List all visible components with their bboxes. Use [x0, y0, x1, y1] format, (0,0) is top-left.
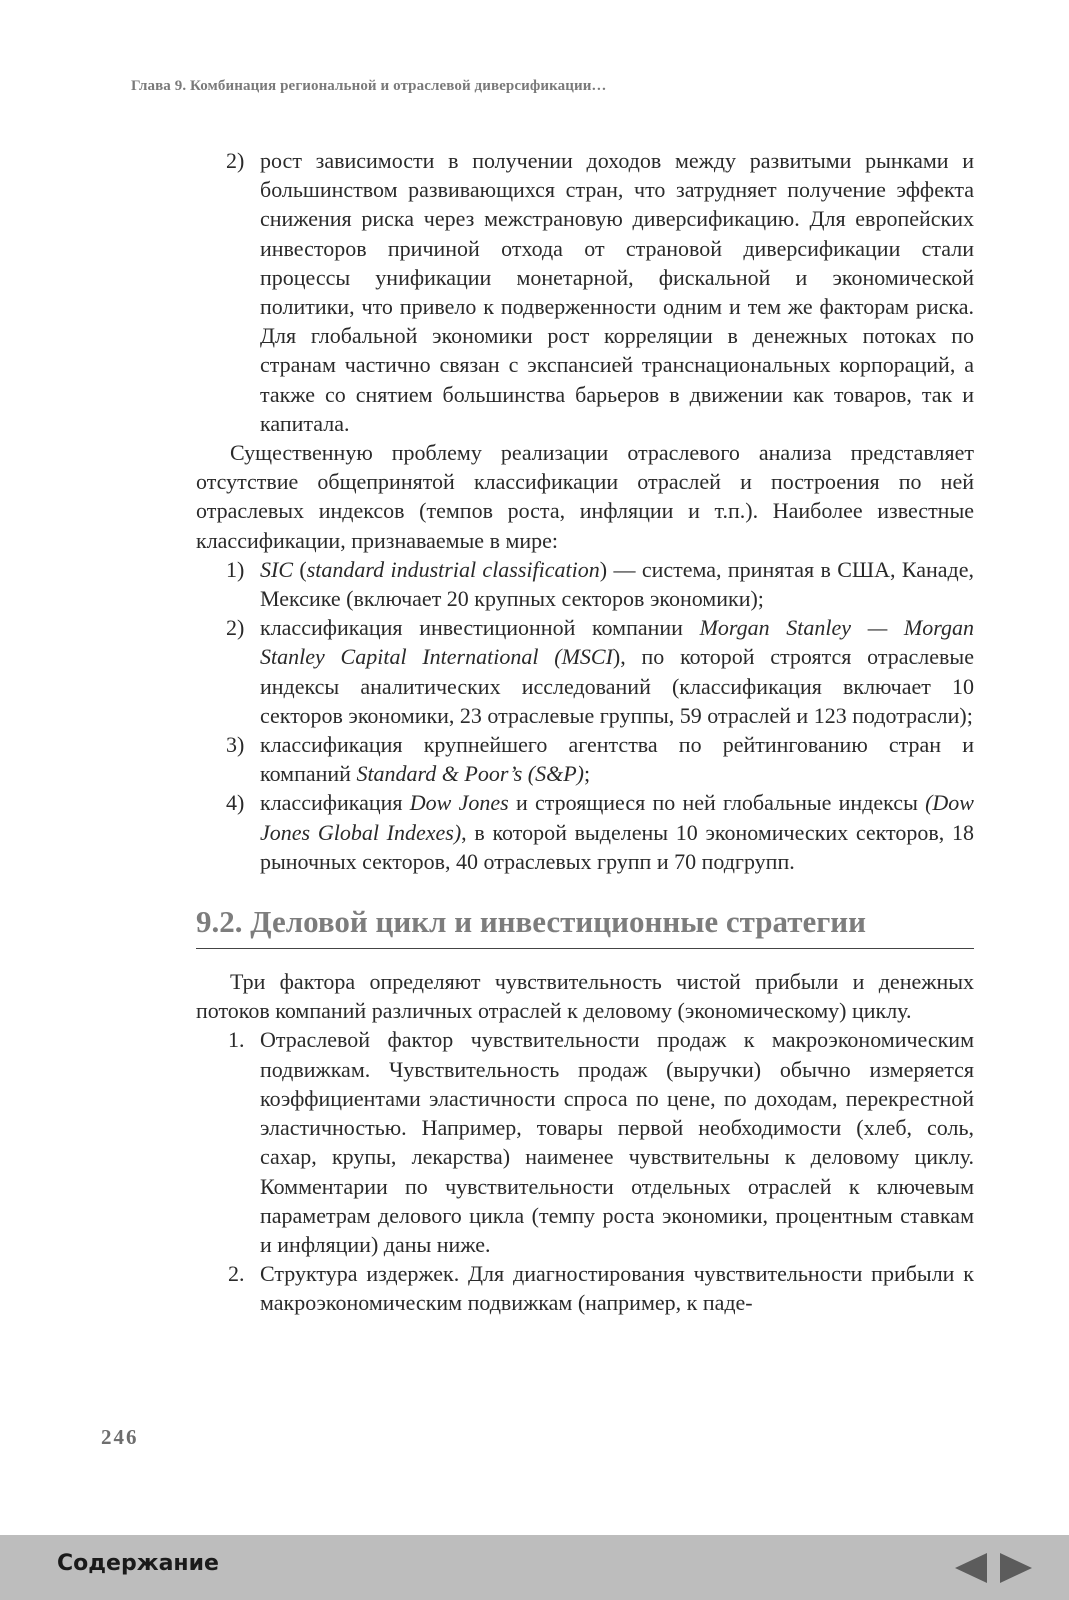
paragraph: Три фактора определяют чувствительность чистой прибыли и денежных потоков компаний различных отраслей к деловому (экономическому) циклу.: [196, 969, 974, 1024]
list-text: ;: [583, 761, 591, 787]
italic-term: (Dow Jones Global Indexes): [260, 790, 974, 845]
italic-term: Morgan Stanley — Morgan Stanley Capital International (MSCI: [260, 615, 974, 670]
list-number: 1): [226, 556, 245, 582]
list-text: классификация: [260, 790, 410, 816]
list-text: Отраслевой фактор чувствительности продаж к макроэкономическим подвижкам. Чувствительность продаж (выручки) обычно измеряется коэффициентами эластичности спроса по цене, по доходам, перекрестной эластичностью. Например, товары первой необходимости (хлеб, соль, сахар, крупы, лекарства) наименее чувствительны к деловому циклу. Комментарии по чувствительности отдельных отраслей к ключевым параметрам делового цикла (темпу роста экономики, процентным ставкам и инфляции) даны ниже.: [260, 1027, 974, 1257]
list-number: 3): [226, 732, 245, 758]
list-item: [196, 146, 974, 438]
list-item: [196, 1259, 974, 1317]
list-text: (: [293, 556, 307, 582]
list-item: [196, 730, 974, 788]
list-text: классификация крупнейшего агентства по рейтингованию стран и компаний: [260, 732, 974, 787]
list-text: и строящиеся по ней глобальные индексы: [508, 790, 926, 816]
list-number: 2.: [228, 1261, 245, 1287]
contents-link[interactable]: Содержание: [57, 1551, 219, 1576]
list-number: 2): [226, 148, 245, 173]
list-number: 1.: [228, 1027, 245, 1053]
page-body: [196, 146, 974, 1318]
triangle-right-icon: [999, 1552, 1033, 1584]
footer-bar: [0, 1535, 1069, 1600]
list-number: 2): [226, 615, 245, 641]
next-page-button[interactable]: [999, 1552, 1033, 1588]
page-number: 246: [101, 1425, 139, 1449]
italic-term: Dow Jones: [409, 790, 509, 816]
previous-page-button[interactable]: [954, 1552, 988, 1588]
list-item: [196, 788, 974, 876]
list-number: 4): [226, 790, 245, 816]
list-text: ), по которой строятся отраслевые индексы аналитических исследований (классификация включает 10 секторов экономики, 23 отраслевые группы, 59 отраслей и 123 подотрасли);: [260, 644, 974, 728]
list-item: [196, 555, 974, 613]
italic-term: standard industrial classification: [306, 556, 600, 582]
italic-term: Standard & Poor’s (S&P): [356, 761, 584, 787]
list-text: классификация инвестиционной компании: [260, 615, 700, 641]
list-item: [196, 1025, 974, 1259]
running-header: Глава 9. Комбинация региональной и отраслевой диверсификации…: [131, 78, 607, 94]
paragraph: Существенную проблему реализации отраслевого анализа представляет отсутствие общепринятой классификации отраслей и построения по ней отраслевых индексов (темпов роста, инфляции и т.п.). Наиболее известные классификации, признаваемые в мире:: [196, 440, 974, 553]
triangle-left-icon: [954, 1552, 988, 1584]
section-heading: 9.2. Деловой цикл и инвестиционные стратегии: [196, 904, 974, 949]
list-item: [196, 613, 974, 730]
list-text: , в которой выделены 10 экономических секторов, 18 рыночных секторов, 40 отраслевых групп и 70 подгрупп.: [260, 819, 974, 874]
italic-term: SIC: [260, 556, 293, 582]
list-text: рост зависимости в получении доходов между развитыми рынками и большинством развивающихся стран, что затрудняет получение эффекта снижения риска через межстрановую диверсификацию. Для европейских инвесторов причиной отхода от страновой диверсификации стали процессы унификации монетарной, фискальной и экономической политики, что привело к подверженности одним и тем же факторам риска. Для глобальной экономики рост корреляции в денежных потоках по странам частично связан с экспансией транснациональных корпораций, а также со снятием большинства барьеров в движении как товаров, так и капитала.: [260, 148, 974, 436]
list-text: Структура издержек. Для диагностирования чувствительности прибыли к макроэкономическим подвижкам (например, к паде-: [260, 1261, 974, 1316]
list-text: ) — система, принятая в США, Канаде, Мексике (включает 20 крупных секторов экономики);: [260, 556, 975, 612]
